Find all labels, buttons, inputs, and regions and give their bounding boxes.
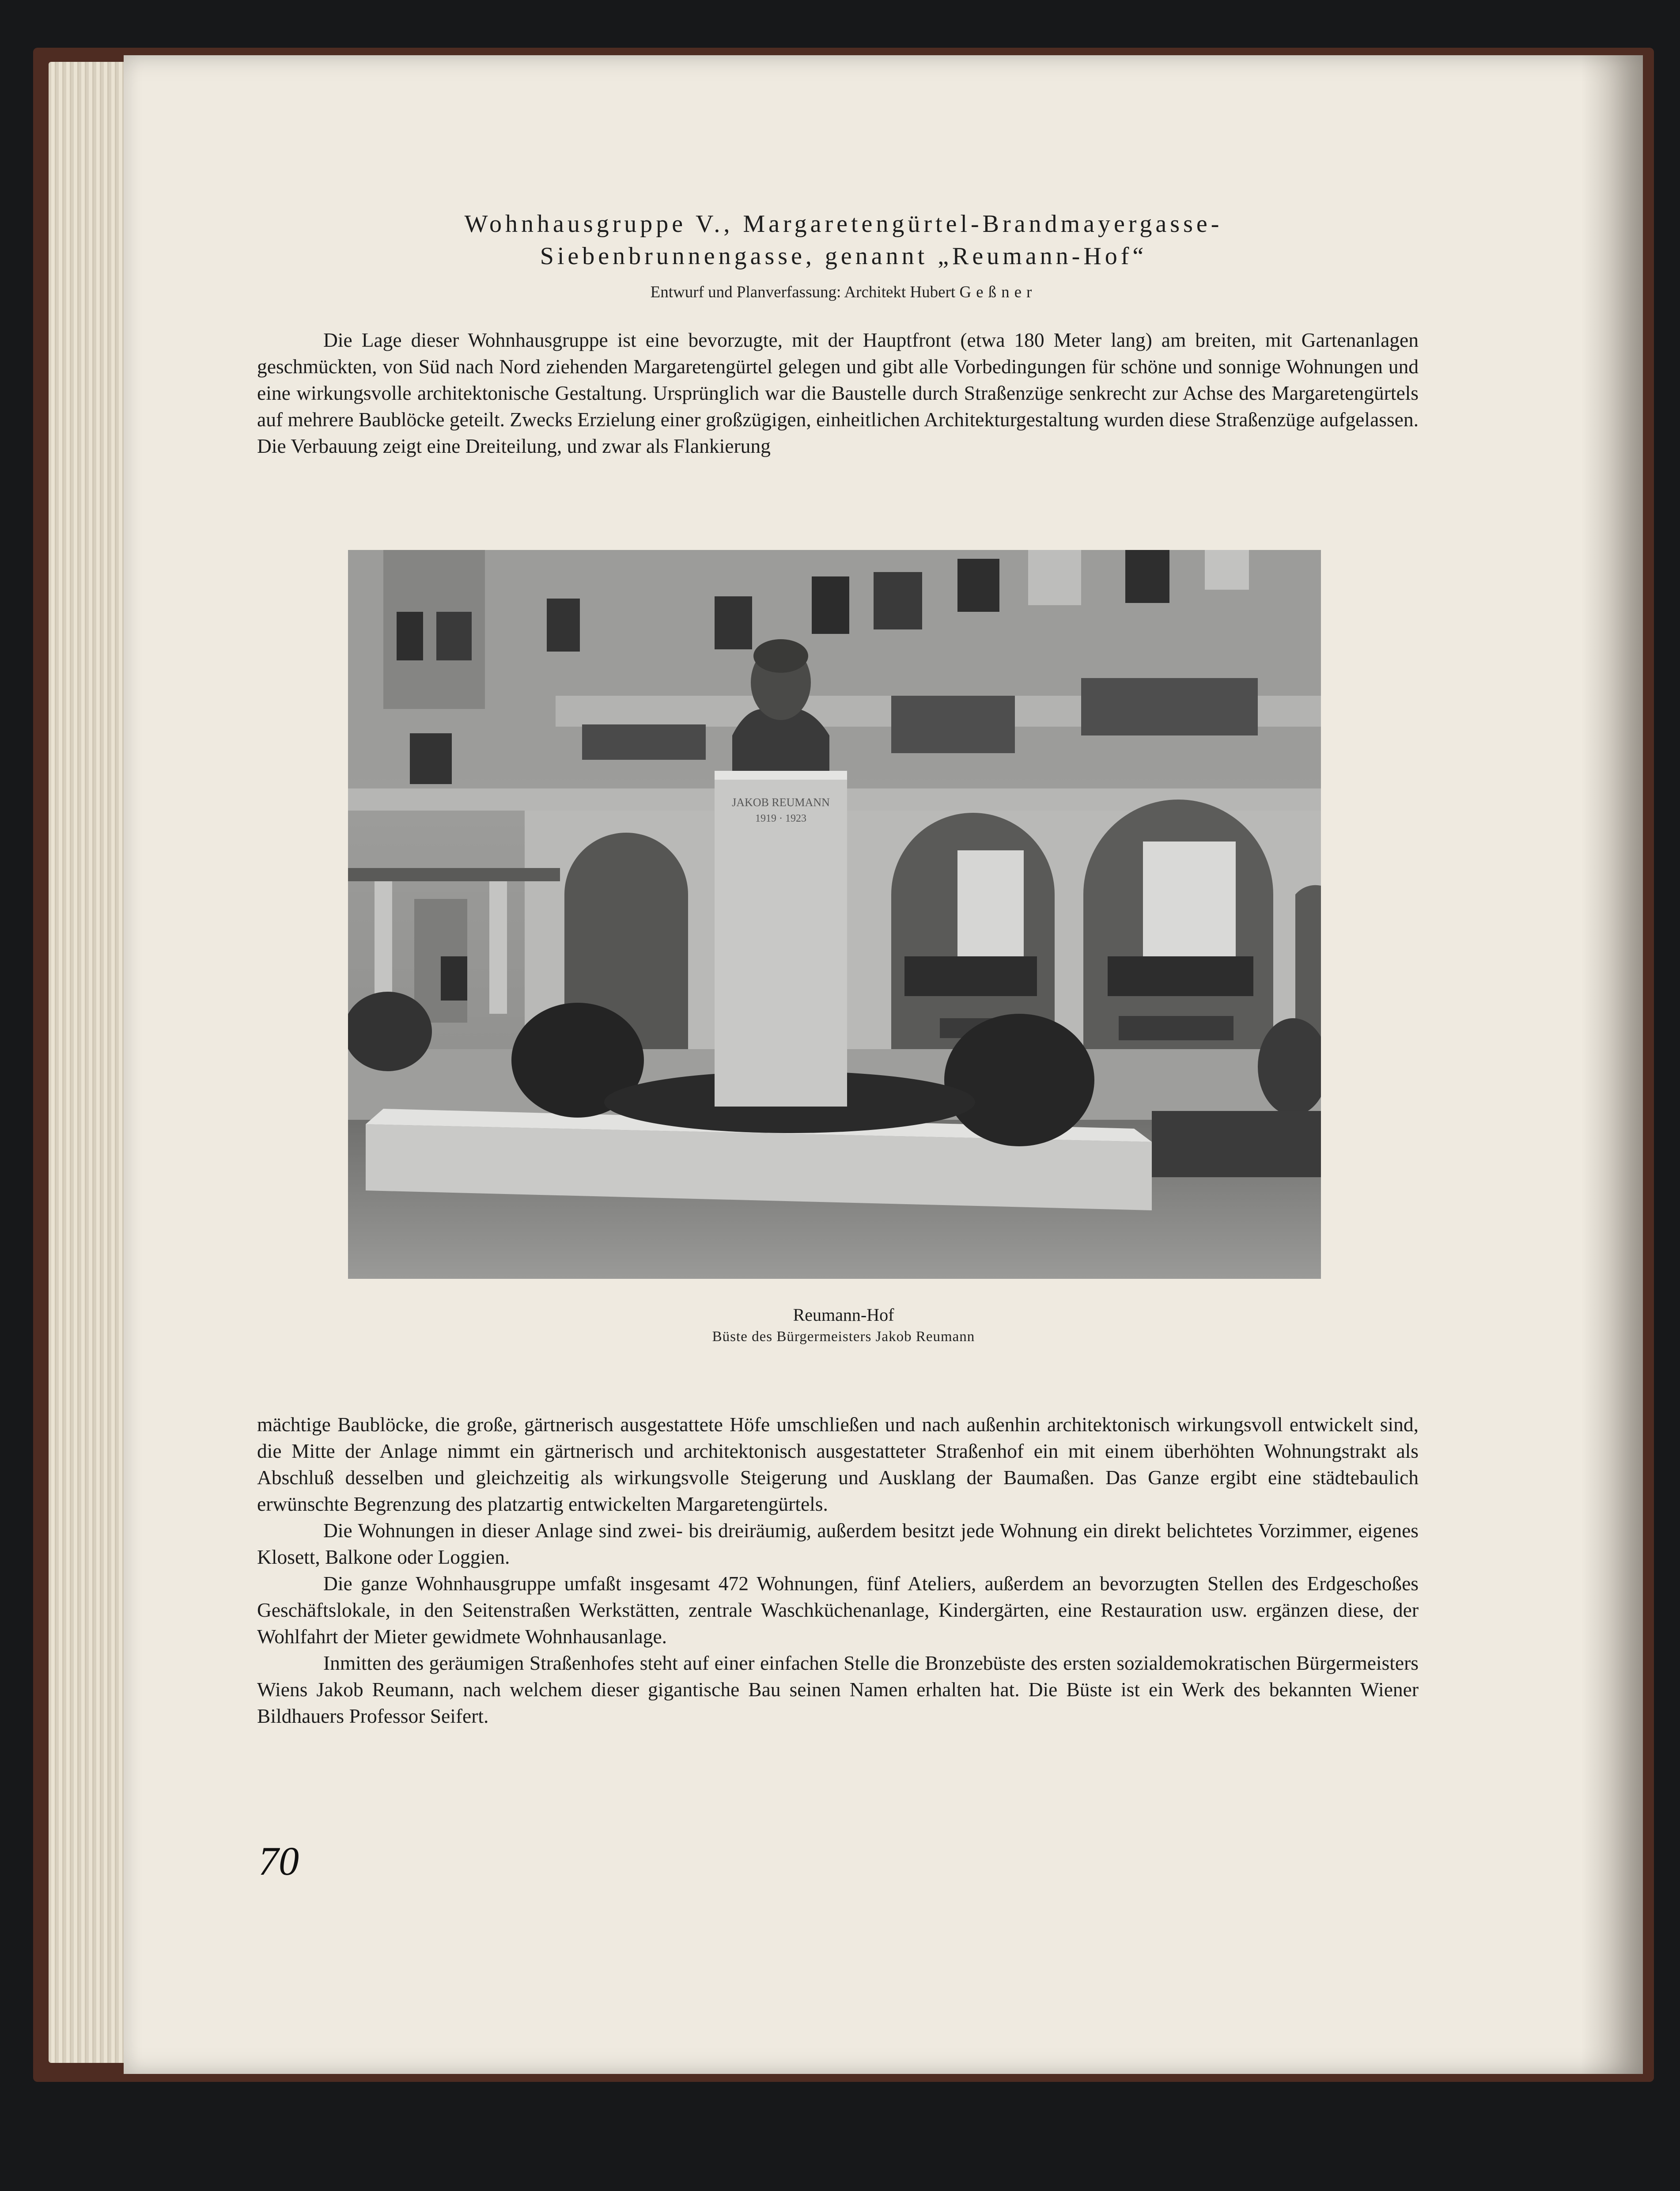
photo-caption-title: Reumann-Hof — [793, 1305, 894, 1325]
reumann-hof-photograph — [348, 550, 1321, 1279]
plinth-inscription-line-1: JAKOB REUMANN — [732, 796, 830, 809]
architect-name: Geßner — [959, 283, 1037, 301]
plinth-inscription-line-2: 1919 · 1923 — [755, 813, 806, 824]
body-paragraph: Inmitten des geräumigen Straßenhofes steht auf einer einfachen Stelle die Bronzebüste des ersten sozialdemokratischen Bürgermeisters Wiens Jakob Reumann, nach welchem dieser gigantische Bau seinen Namen erhalten hat. Die Büste ist ein Werk des bekannten Wiener Bildhauers Professor Seifert. — [257, 1652, 1419, 1727]
architect-credits — [247, 283, 1440, 302]
photo-illustration — [348, 550, 1321, 1279]
heading-line-2: Siebenbrunnengasse, genannt „Reumann-Hof“ — [540, 243, 1147, 270]
intro-text — [257, 327, 1419, 459]
body-paragraph: Die Wohnungen in dieser Anlage sind zwei- bis dreiräumig, außerdem besitzt jede Wohnung ein direkt belichtetes Vorzimmer, eigenes Klosett, Balkone oder Loggien. — [257, 1519, 1419, 1568]
body-paragraph: mächtige Baublöcke, die große, gärtnerisch ausgestattete Höfe umschließen und nach außenhin architektonisch wirkungsvoll entwickelt sind, die Mitte der Anlage nimmt ein gärtnerisch und architektonisch ausgestatteter Straßenhof ein mit einem überhöhten Wohnungstrakt als Abschluß desselben und gleichzeitig als wirkungsvolle Steigerung und Ausklang der Baumaßen. Das Ganze ergibt eine städtebaulich erwünschte Begrenzung des platzartig entwickelten Margaretengürtels. — [257, 1413, 1419, 1515]
main-text — [257, 1411, 1419, 1729]
page-gutter-shadow — [1581, 55, 1643, 2074]
photo-caption-subtitle: Büste des Bürgermeisters Jakob Reumann — [712, 1329, 975, 1345]
page-number: 70 — [258, 1838, 299, 1884]
intro-paragraph: Die Lage dieser Wohnhausgruppe ist eine bevorzugte, mit der Hauptfront (etwa 180 Meter lang) am breiten, mit Gartenanlagen geschmückten, von Süd nach Nord ziehenden Margaretengürtel gelegen und gibt alle Vorbedingungen für schöne und sonnige Wohnungen und eine wirkungsvolle architektonische Gestaltung. Ursprünglich war die Baustelle durch Straßenzüge senkrecht zur Achse des Margaretengürtels auf mehrere Baublöcke geteilt. Zwecks Erzielung einer großzügigen, einheitlichen Architekturgestaltung wurden diese Straßenzüge aufgelassen. Die Verbauung zeigt eine Dreiteilung, und zwar als Flankierung — [257, 329, 1419, 457]
credits-prefix: Entwurf und Planverfassung: Architekt Hubert — [650, 283, 956, 301]
heading-line-1: Wohnhausgruppe V., Margaretengürtel-Brandmayergasse- — [464, 210, 1223, 238]
body-paragraph: Die ganze Wohnhausgruppe umfaßt insgesamt 472 Wohnungen, fünf Ateliers, außerdem an bevorzugten Stellen des Erdgeschoßes Geschäftslokale, in den Seitenstraßen Werkstätten, zentrale Waschküchenanlage, Kindergärten, eine Restauration usw. ergänzen diese, der Wohlfahrt der Mieter gewidmete Wohnhausanlage. — [257, 1572, 1419, 1648]
